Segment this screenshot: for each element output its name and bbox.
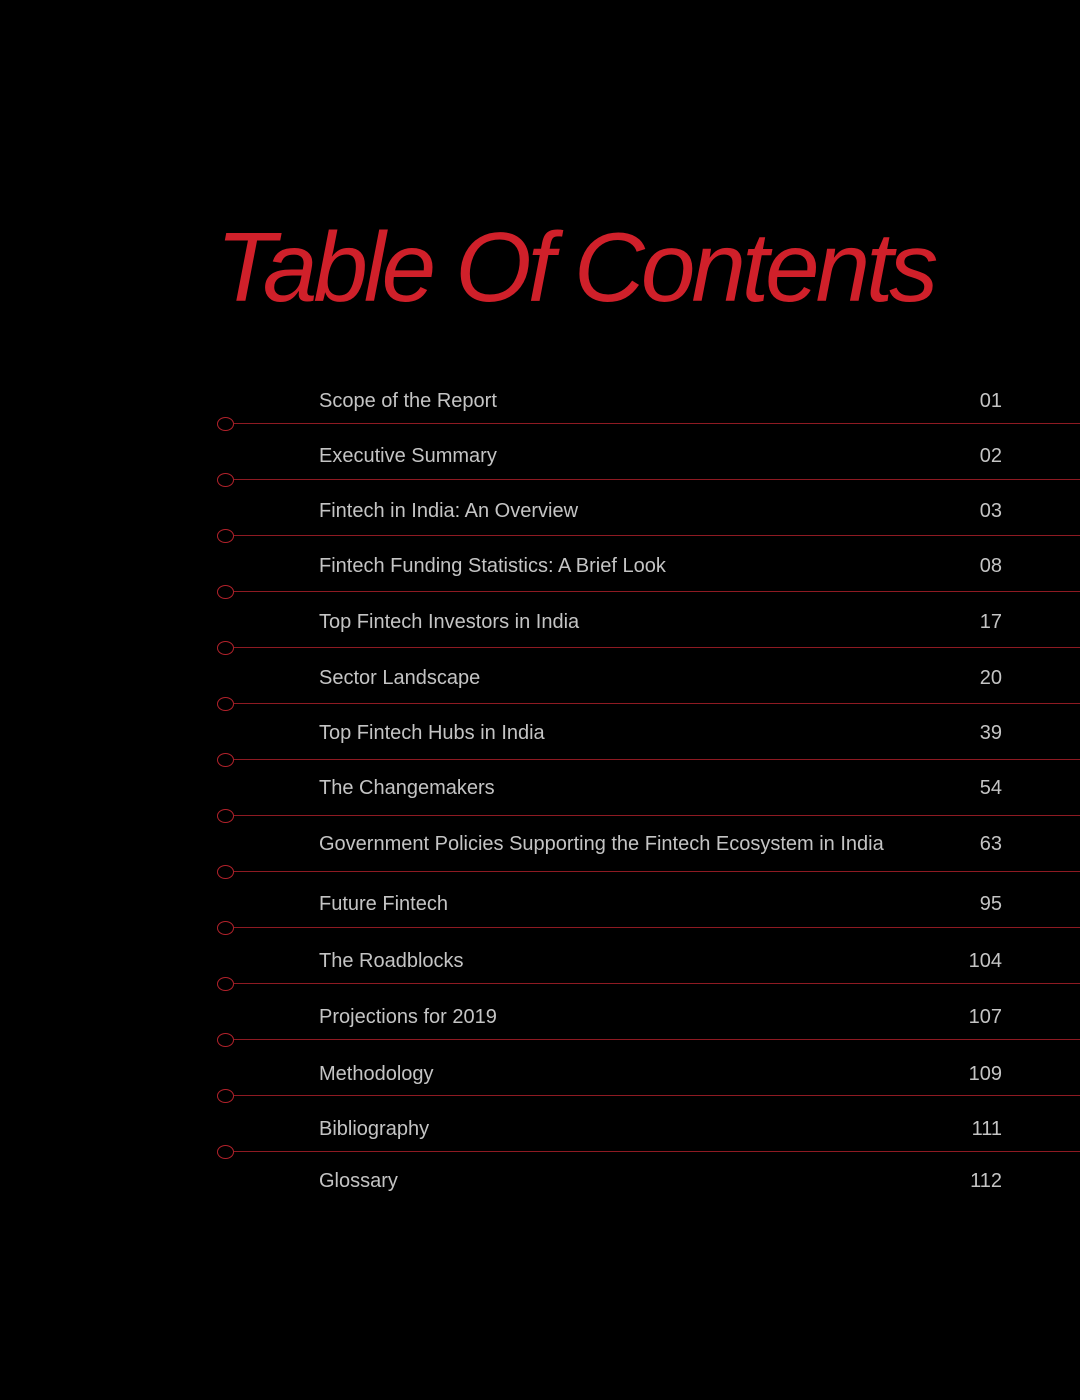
toc-entry-label: Government Policies Supporting the Fintech Ecosystem in India	[319, 833, 884, 855]
divider-line	[234, 1151, 1080, 1152]
divider-line	[234, 983, 1080, 984]
toc-entry-label: Sector Landscape	[319, 667, 481, 689]
toc-divider	[0, 473, 1080, 487]
divider-line	[234, 759, 1080, 760]
toc-entry-label: Top Fintech Hubs in India	[319, 722, 545, 744]
toc-entry-page-number: 20	[979, 667, 1002, 689]
bullet-circle-icon	[217, 417, 234, 431]
toc-entry-page-number: 112	[970, 1170, 1002, 1192]
toc-entry-label: Fintech Funding Statistics: A Brief Look	[319, 555, 666, 577]
toc-divider	[0, 1145, 1080, 1159]
toc-entry-label: Future Fintech	[319, 893, 448, 915]
page-title: Table Of Contents	[216, 212, 935, 322]
toc-entry-page-number: 109	[968, 1063, 1002, 1085]
toc-entry-label: Scope of the Report	[319, 390, 497, 412]
toc-entry-label: The Roadblocks	[319, 950, 464, 972]
toc-divider	[0, 809, 1080, 823]
divider-line	[234, 927, 1080, 928]
divider-line	[234, 703, 1080, 704]
toc-entry-label: The Changemakers	[319, 777, 495, 799]
toc-entry-label: Methodology	[319, 1063, 434, 1085]
toc-entry-label: Glossary	[319, 1170, 398, 1192]
toc-divider	[0, 977, 1080, 991]
bullet-circle-icon	[217, 1089, 234, 1103]
toc-entry[interactable]	[0, 1166, 1080, 1216]
bullet-circle-icon	[217, 473, 234, 487]
toc-entry-page-number: 95	[979, 893, 1002, 915]
toc-entry-page-number: 02	[979, 445, 1002, 467]
toc-divider	[0, 865, 1080, 879]
toc-entry-page-number: 107	[968, 1006, 1002, 1028]
bullet-circle-icon	[217, 585, 234, 599]
toc-entry-page-number: 54	[979, 777, 1002, 799]
toc-divider	[0, 1033, 1080, 1047]
divider-line	[234, 871, 1080, 872]
toc-entry-label: Projections for 2019	[319, 1006, 497, 1028]
divider-line	[234, 815, 1080, 816]
bullet-circle-icon	[217, 809, 234, 823]
divider-line	[234, 535, 1080, 536]
divider-line	[234, 1039, 1080, 1040]
toc-divider	[0, 753, 1080, 767]
divider-line	[234, 423, 1080, 424]
divider-line	[234, 647, 1080, 648]
toc-entry-page-number: 111	[971, 1118, 1002, 1140]
toc-divider	[0, 697, 1080, 711]
toc-entry-page-number: 63	[979, 833, 1002, 855]
bullet-circle-icon	[217, 977, 234, 991]
toc-divider	[0, 641, 1080, 655]
divider-line	[234, 591, 1080, 592]
bullet-circle-icon	[217, 529, 234, 543]
toc-entry-label: Fintech in India: An Overview	[319, 500, 579, 522]
toc-entry-page-number: 08	[979, 555, 1002, 577]
divider-line	[234, 479, 1080, 480]
bullet-circle-icon	[217, 1033, 234, 1047]
toc-entry-page-number: 39	[979, 722, 1002, 744]
toc-entry-page-number: 01	[979, 390, 1002, 412]
toc-entry-page-number: 17	[979, 611, 1002, 633]
toc-divider	[0, 417, 1080, 431]
bullet-circle-icon	[217, 1145, 234, 1159]
toc-entry-label: Executive Summary	[319, 445, 497, 467]
toc-divider	[0, 1089, 1080, 1103]
bullet-circle-icon	[217, 921, 234, 935]
bullet-circle-icon	[217, 865, 234, 879]
toc-divider	[0, 921, 1080, 935]
bullet-circle-icon	[217, 697, 234, 711]
bullet-circle-icon	[217, 753, 234, 767]
divider-line	[234, 1095, 1080, 1096]
bullet-circle-icon	[217, 641, 234, 655]
toc-divider	[0, 529, 1080, 543]
toc-divider	[0, 585, 1080, 599]
toc-entry-label: Bibliography	[319, 1118, 430, 1140]
toc-entry-page-number: 03	[979, 500, 1002, 522]
toc-entry-page-number: 104	[968, 950, 1002, 972]
toc-entry-label: Top Fintech Investors in India	[319, 611, 580, 633]
